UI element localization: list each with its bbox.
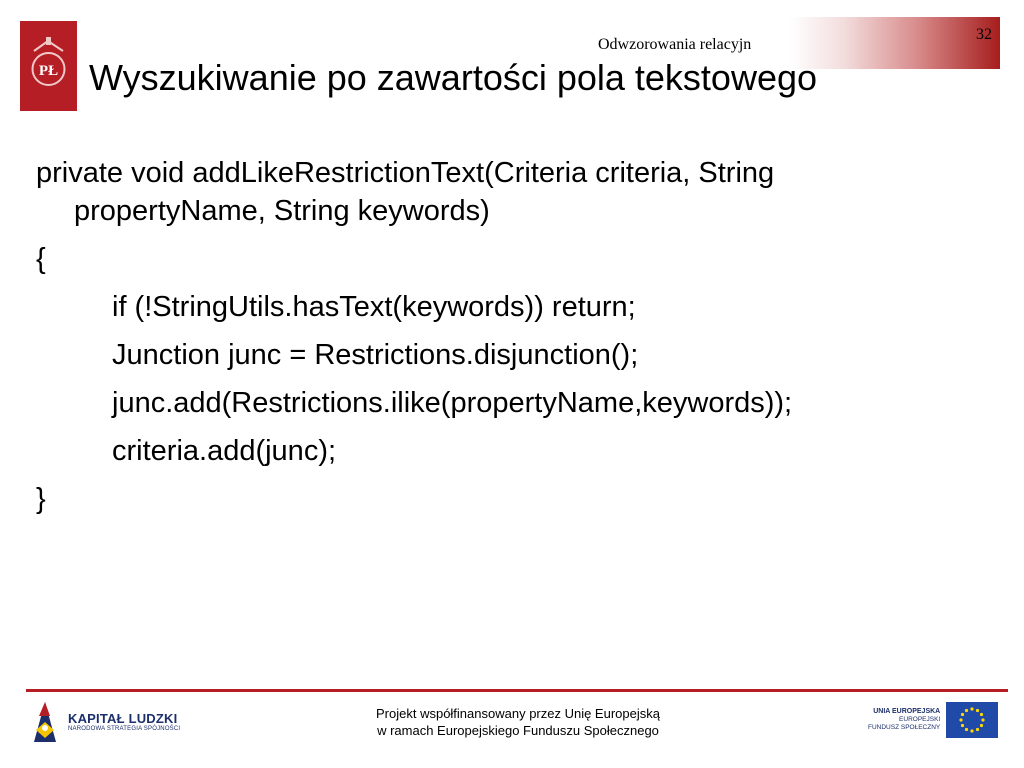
- kapital-ludzki-subtitle: NARODOWA STRATEGIA SPÓJNOŚCI: [68, 725, 181, 732]
- code-block: [36, 154, 996, 518]
- eu-title: UNIA EUROPEJSKA: [873, 708, 941, 715]
- kapital-ludzki-title: KAPITAŁ LUDZKI: [68, 710, 178, 726]
- code-line: {: [36, 243, 46, 275]
- slide-number: 32: [976, 26, 992, 43]
- section-title: Odwzorowania relacyjn: [598, 36, 752, 53]
- code-line: propertyName, String keywords): [74, 195, 490, 227]
- code-line: if (!StringUtils.hasText(keywords)) return;: [112, 291, 636, 323]
- footer-funding-note: [312, 705, 724, 739]
- eu-logo: [868, 700, 998, 740]
- code-line: Junction junc = Restrictions.disjunction();: [112, 339, 639, 371]
- kapital-ludzki-logo: [30, 697, 180, 745]
- footer-rule: [26, 689, 1008, 692]
- university-crest-icon: [20, 21, 77, 111]
- slide-title: Wyszukiwanie po zawartości pola tekstowego: [89, 57, 818, 98]
- code-line: private void addLikeRestrictionText(Criteria criteria, String: [36, 157, 775, 189]
- eu-flag-icon: [946, 702, 998, 738]
- eu-line-3: FUNDUSZ SPOŁECZNY: [868, 724, 941, 731]
- footer-line-2: w ramach Europejskiego Funduszu Społecznego: [377, 723, 659, 738]
- logo-text: PŁ: [38, 63, 59, 79]
- code-line: }: [36, 483, 46, 515]
- kapital-ludzki-logo-icon: [30, 698, 60, 744]
- code-line: criteria.add(junc);: [112, 435, 337, 467]
- code-line: junc.add(Restrictions.ilike(propertyName,keywords));: [112, 387, 793, 419]
- footer-line-1: Projekt współfinansowany przez Unię Europejską: [376, 706, 660, 721]
- eu-line-2: EUROPEJSKI: [899, 716, 941, 723]
